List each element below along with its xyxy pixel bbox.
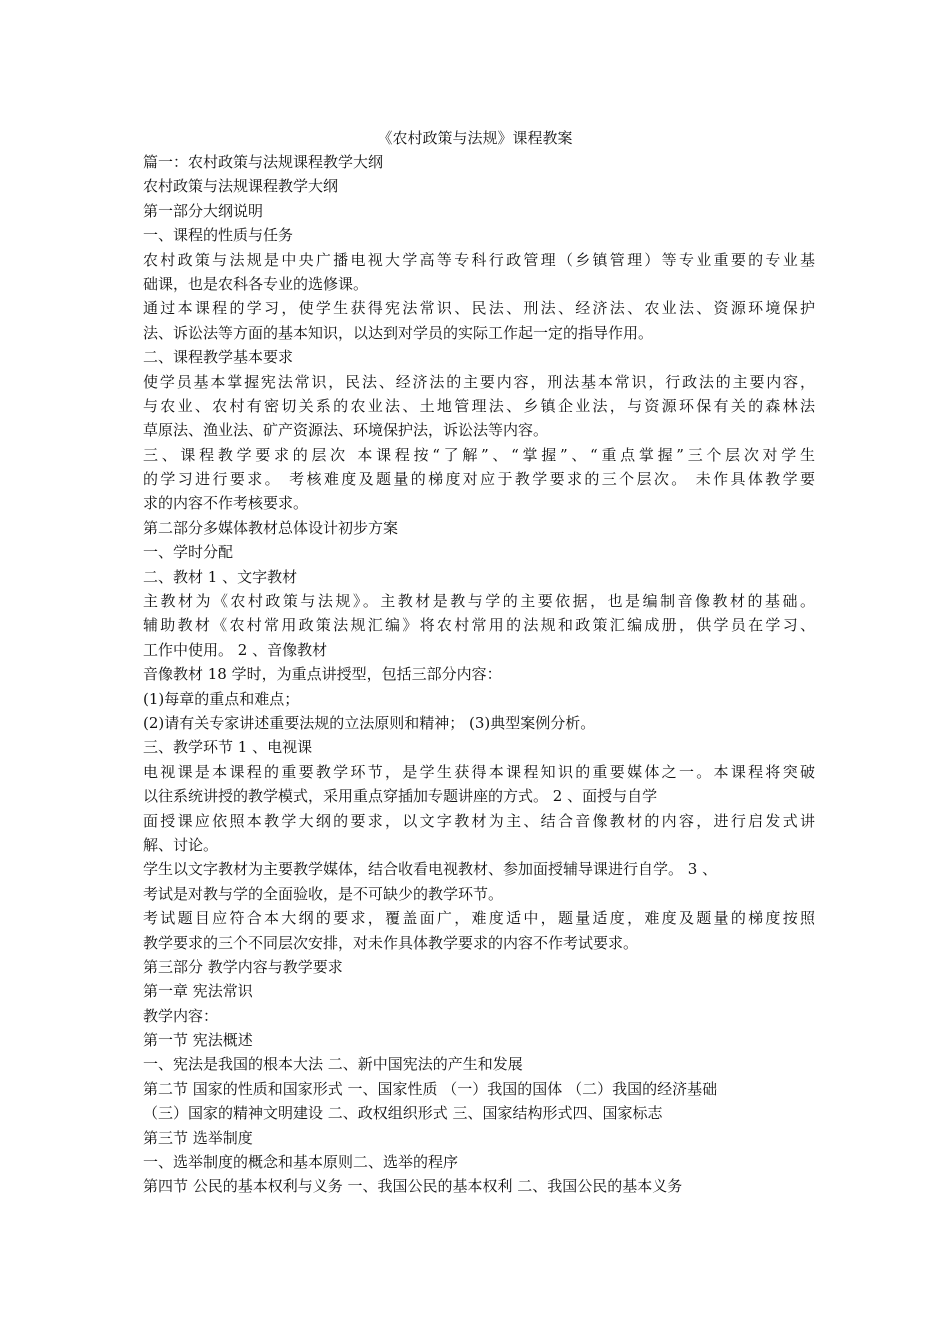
document-title: 《农村政策与法规》课程教案 bbox=[377, 129, 573, 147]
text-line: 第三节 选举制度 bbox=[143, 1128, 253, 1147]
text-line: 农村政策与法规课程教学大纲 bbox=[143, 177, 339, 196]
text-line: 法、诉讼法等方面的基本知识，以达到对学员的实际工作起一定的指导作用。 bbox=[143, 323, 654, 342]
text-line: 电视课是本课程的重要教学环节，是学生获得本课程知识的重要媒体之一。本课程将突破 bbox=[143, 762, 815, 781]
text-line: 三、课程教学要求的层次 本课程按“了解”、“掌握”、“重点掌握”三个层次对学生 bbox=[143, 445, 815, 464]
text-line: 通过本课程的学习，使学生获得宪法常识、民法、刑法、经济法、农业法、资源环境保护 bbox=[143, 299, 815, 318]
text-line: 考试题目应符合本大纲的要求，覆盖面广，难度适中，题量适度，难度及题量的梯度按照 bbox=[143, 909, 815, 928]
text-line: 教学内容： bbox=[143, 1006, 219, 1025]
text-line: 使学员基本掌握宪法常识，民法、经济法的主要内容，刑法基本常识，行政法的主要内容， bbox=[143, 372, 815, 391]
text-line: 音像教材 18 学时，为重点讲授型，包括三部分内容： bbox=[143, 665, 502, 684]
text-line: 二、课程教学基本要求 bbox=[143, 348, 294, 367]
text-line: 第一章 宪法常识 bbox=[143, 982, 253, 1001]
text-line: 求的内容不作考核要求。 bbox=[143, 494, 309, 513]
text-line: 与农业、农村有密切关系的农业法、土地管理法、乡镇企业法，与资源环保有关的森林法 bbox=[143, 396, 815, 415]
text-line: 的学习进行要求。 考核难度及题量的梯度对应于教学要求的三个层次。 未作具体教学要 bbox=[143, 470, 815, 489]
text-line: 一、宪法是我国的根本大法 二、新中国宪法的产生和发展 bbox=[143, 1055, 523, 1074]
text-line: 面授课应依照本教学大纲的要求，以文字教材为主、结合音像教材的内容，进行启发式讲 bbox=[143, 811, 815, 830]
text-line: 础课，也是农科各专业的选修课。 bbox=[143, 274, 369, 293]
text-line: 一、课程的性质与任务 bbox=[143, 226, 294, 245]
text-line: 三、教学环节 1 、电视课 bbox=[143, 738, 313, 757]
text-line: 第一部分大纲说明 bbox=[143, 201, 264, 220]
text-line: 二、教材 1 、文字教材 bbox=[143, 567, 298, 586]
text-line: 第二节 国家的性质和国家形式 一、国家性质 （一）我国的国体 （二）我国的经济基础 bbox=[143, 1079, 718, 1098]
text-line: 农村政策与法规是中央广播电视大学高等专科行政管理（乡镇管理）等专业重要的专业基 bbox=[143, 250, 815, 269]
text-line: 第四节 公民的基本权利与义务 一、我国公民的基本权利 二、我国公民的基本义务 bbox=[143, 1177, 683, 1196]
text-line: 草原法、渔业法、矿产资源法、环境保护法，诉讼法等内容。 bbox=[143, 421, 549, 440]
text-line: 第二部分多媒体教材总体设计初步方案 bbox=[143, 518, 399, 537]
text-line: 篇一：农村政策与法规课程教学大纲 bbox=[143, 153, 384, 171]
document-body bbox=[143, 150, 815, 1199]
text-line: 教学要求的三个不同层次安排，对未作具体教学要求的内容不作考试要求。 bbox=[143, 933, 639, 952]
text-line: 考试是对教与学的全面验收，是不可缺少的教学环节。 bbox=[143, 884, 504, 903]
text-line: 以往系统讲授的教学模式，采用重点穿插加专题讲座的方式。 2 、面授与自学 bbox=[143, 787, 658, 806]
text-line: 学生以文字教材为主要教学媒体，结合收看电视教材、参加面授辅导课进行自学。 3 、 bbox=[143, 860, 718, 879]
text-line: 第一节 宪法概述 bbox=[143, 1031, 253, 1050]
text-line: 一、学时分配 bbox=[143, 543, 234, 562]
text-line: （三）国家的精神文明建设 二、政权组织形式 三、国家结构形式四、国家标志 bbox=[143, 1104, 663, 1123]
text-line: 解、讨论。 bbox=[143, 835, 219, 854]
text-line: (1)每章的重点和难点； bbox=[143, 689, 300, 708]
text-line: 第三部分 教学内容与教学要求 bbox=[143, 957, 343, 976]
text-line: 工作中使用。 2 、音像教材 bbox=[143, 640, 328, 659]
text-line: 一、选举制度的概念和基本原则二、选举的程序 bbox=[143, 1153, 459, 1172]
text-line: 主教材为《农村政策与法规》。主教材是教与学的主要依据，也是编制音像教材的基础。 bbox=[143, 592, 815, 611]
text-line: (2)请有关专家讲述重要法规的立法原则和精神； (3)典型案例分析。 bbox=[143, 713, 596, 732]
text-line: 辅助教材《农村常用政策法规汇编》将农村常用的法规和政策汇编成册，供学员在学习、 bbox=[143, 616, 815, 635]
